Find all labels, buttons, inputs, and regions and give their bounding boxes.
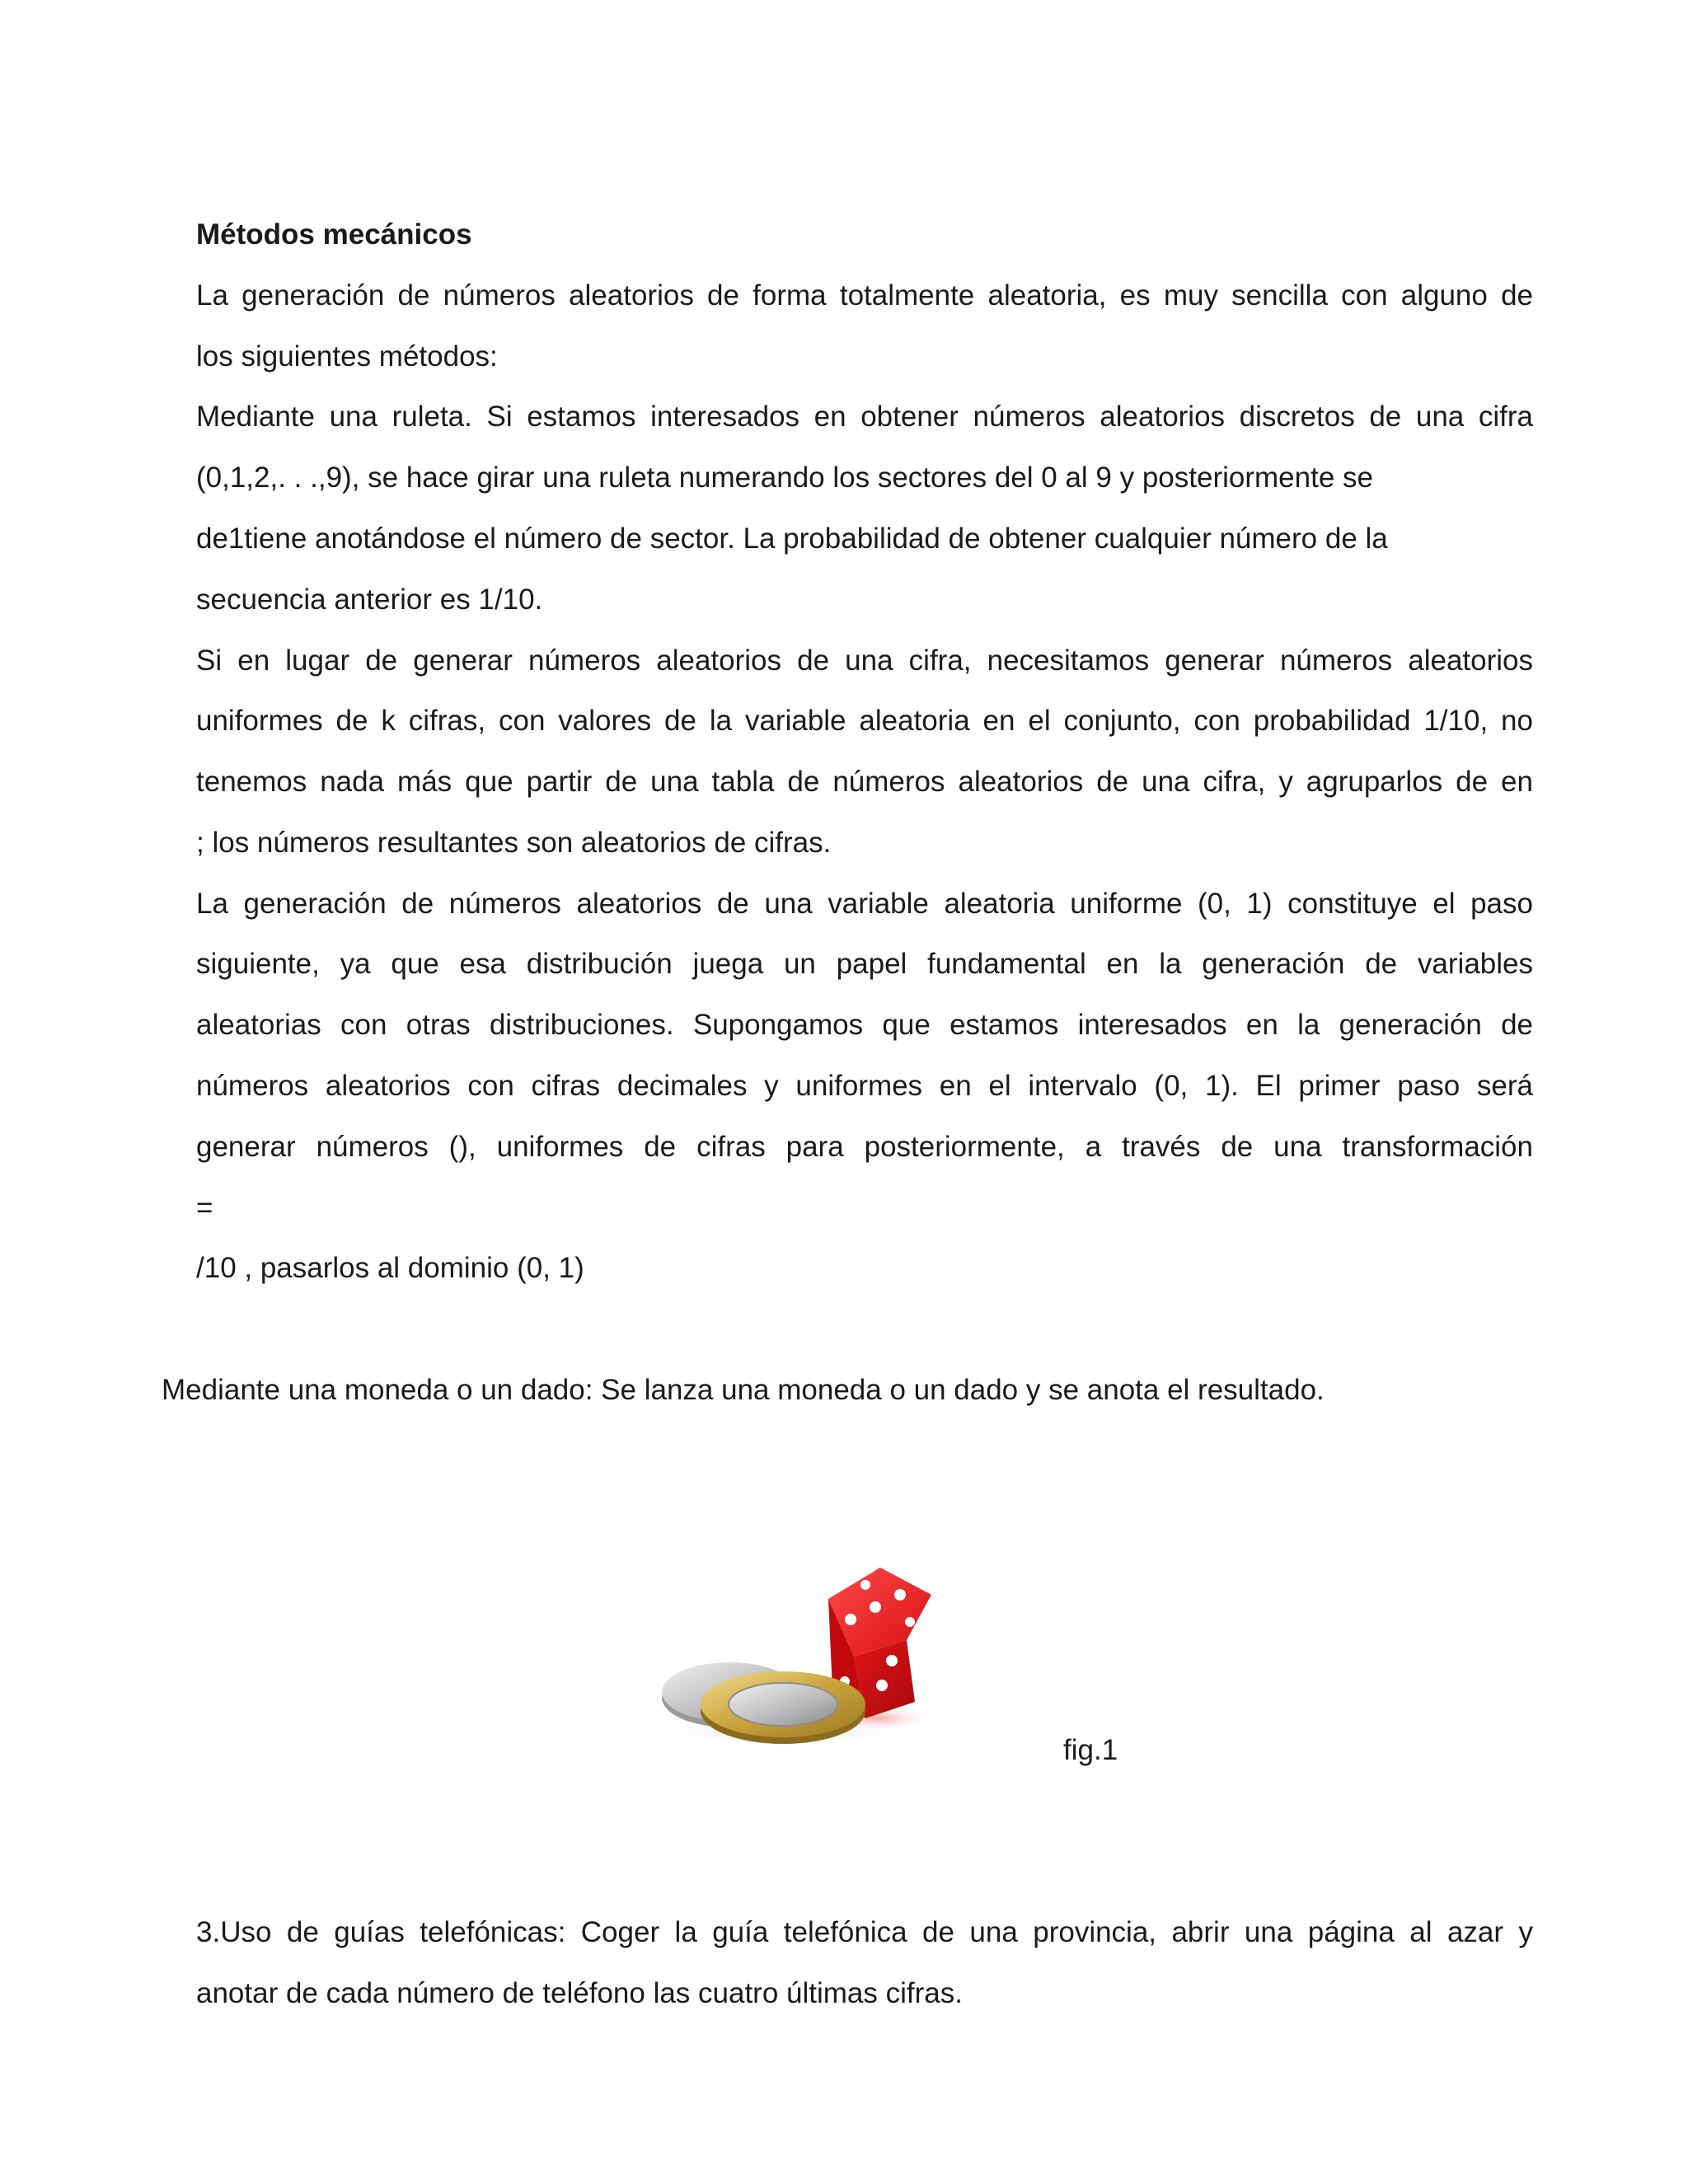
paragraph-line: ; los números resultantes son aleatorios de cifras. <box>196 827 832 859</box>
paragraph-line: aleatorias con otras distribuciones. Supongamos que estamos interesados en la generación de <box>196 1009 1533 1041</box>
euro-coin-icon <box>701 1671 865 1744</box>
guides-paragraph-line: 3.Uso de guías telefónicas: Coger la guía telefónica de una provincia, abrir una página al azar y <box>196 1916 1533 1948</box>
coin-and-dice-image <box>659 1549 981 1747</box>
paragraph-line: secuencia anterior es 1/10. <box>196 583 543 616</box>
paragraph-line: tenemos nada más que partir de una tabla de números aleatorios de una cifra, y agruparlos de en <box>196 766 1533 798</box>
paragraph-line: /10 , pasarlos al dominio (0, 1) <box>196 1252 584 1284</box>
paragraph-line: (0,1,2,. . .,9), se hace girar una ruleta numerando los sectores del 0 al 9 y posteriormente se <box>196 462 1373 494</box>
coin-dice-paragraph: Mediante una moneda o un dado: Se lanza una moneda o un dado y se anota el resultado. <box>162 1374 1325 1406</box>
paragraph-line: La generación de números aleatorios de una variable aleatoria uniforme (0, 1) constituye el paso <box>196 888 1533 920</box>
coin-dice-illustration <box>659 1549 981 1747</box>
paragraph-line: de1tiene anotándose el número de sector. La probabilidad de obtener cualquier número de la <box>196 523 1388 555</box>
paragraph-line: números aleatorios con cifras decimales y uniformes en el intervalo (0, 1). El primer paso será <box>196 1070 1533 1102</box>
paragraph-line: generar números (), uniformes de cifras para posteriormente, a través de una transformación <box>196 1131 1533 1163</box>
paragraph-line: = <box>196 1192 213 1224</box>
paragraph-line: Mediante una ruleta. Si estamos interesados en obtener números aleatorios discretos de una cifra <box>196 401 1533 433</box>
figure-caption: fig.1 <box>1063 1734 1118 1766</box>
paragraph-line: los siguientes métodos: <box>196 340 498 373</box>
paragraph-line: Si en lugar de generar números aleatorios de una cifra, necesitamos generar números aleatorios <box>196 644 1533 677</box>
guides-paragraph-line: anotar de cada número de teléfono las cuatro últimas cifras. <box>196 1977 963 2009</box>
paragraph-line: La generación de números aleatorios de forma totalmente aleatoria, es muy sencilla con alguno de <box>196 279 1533 312</box>
paragraph-line: uniformes de k cifras, con valores de la variable aleatoria en el conjunto, con probabilidad 1/10, no <box>196 705 1533 737</box>
section-heading: Métodos mecánicos <box>196 218 472 251</box>
paragraph-line: siguiente, ya que esa distribución juega un papel fundamental en la generación de variables <box>196 948 1533 980</box>
